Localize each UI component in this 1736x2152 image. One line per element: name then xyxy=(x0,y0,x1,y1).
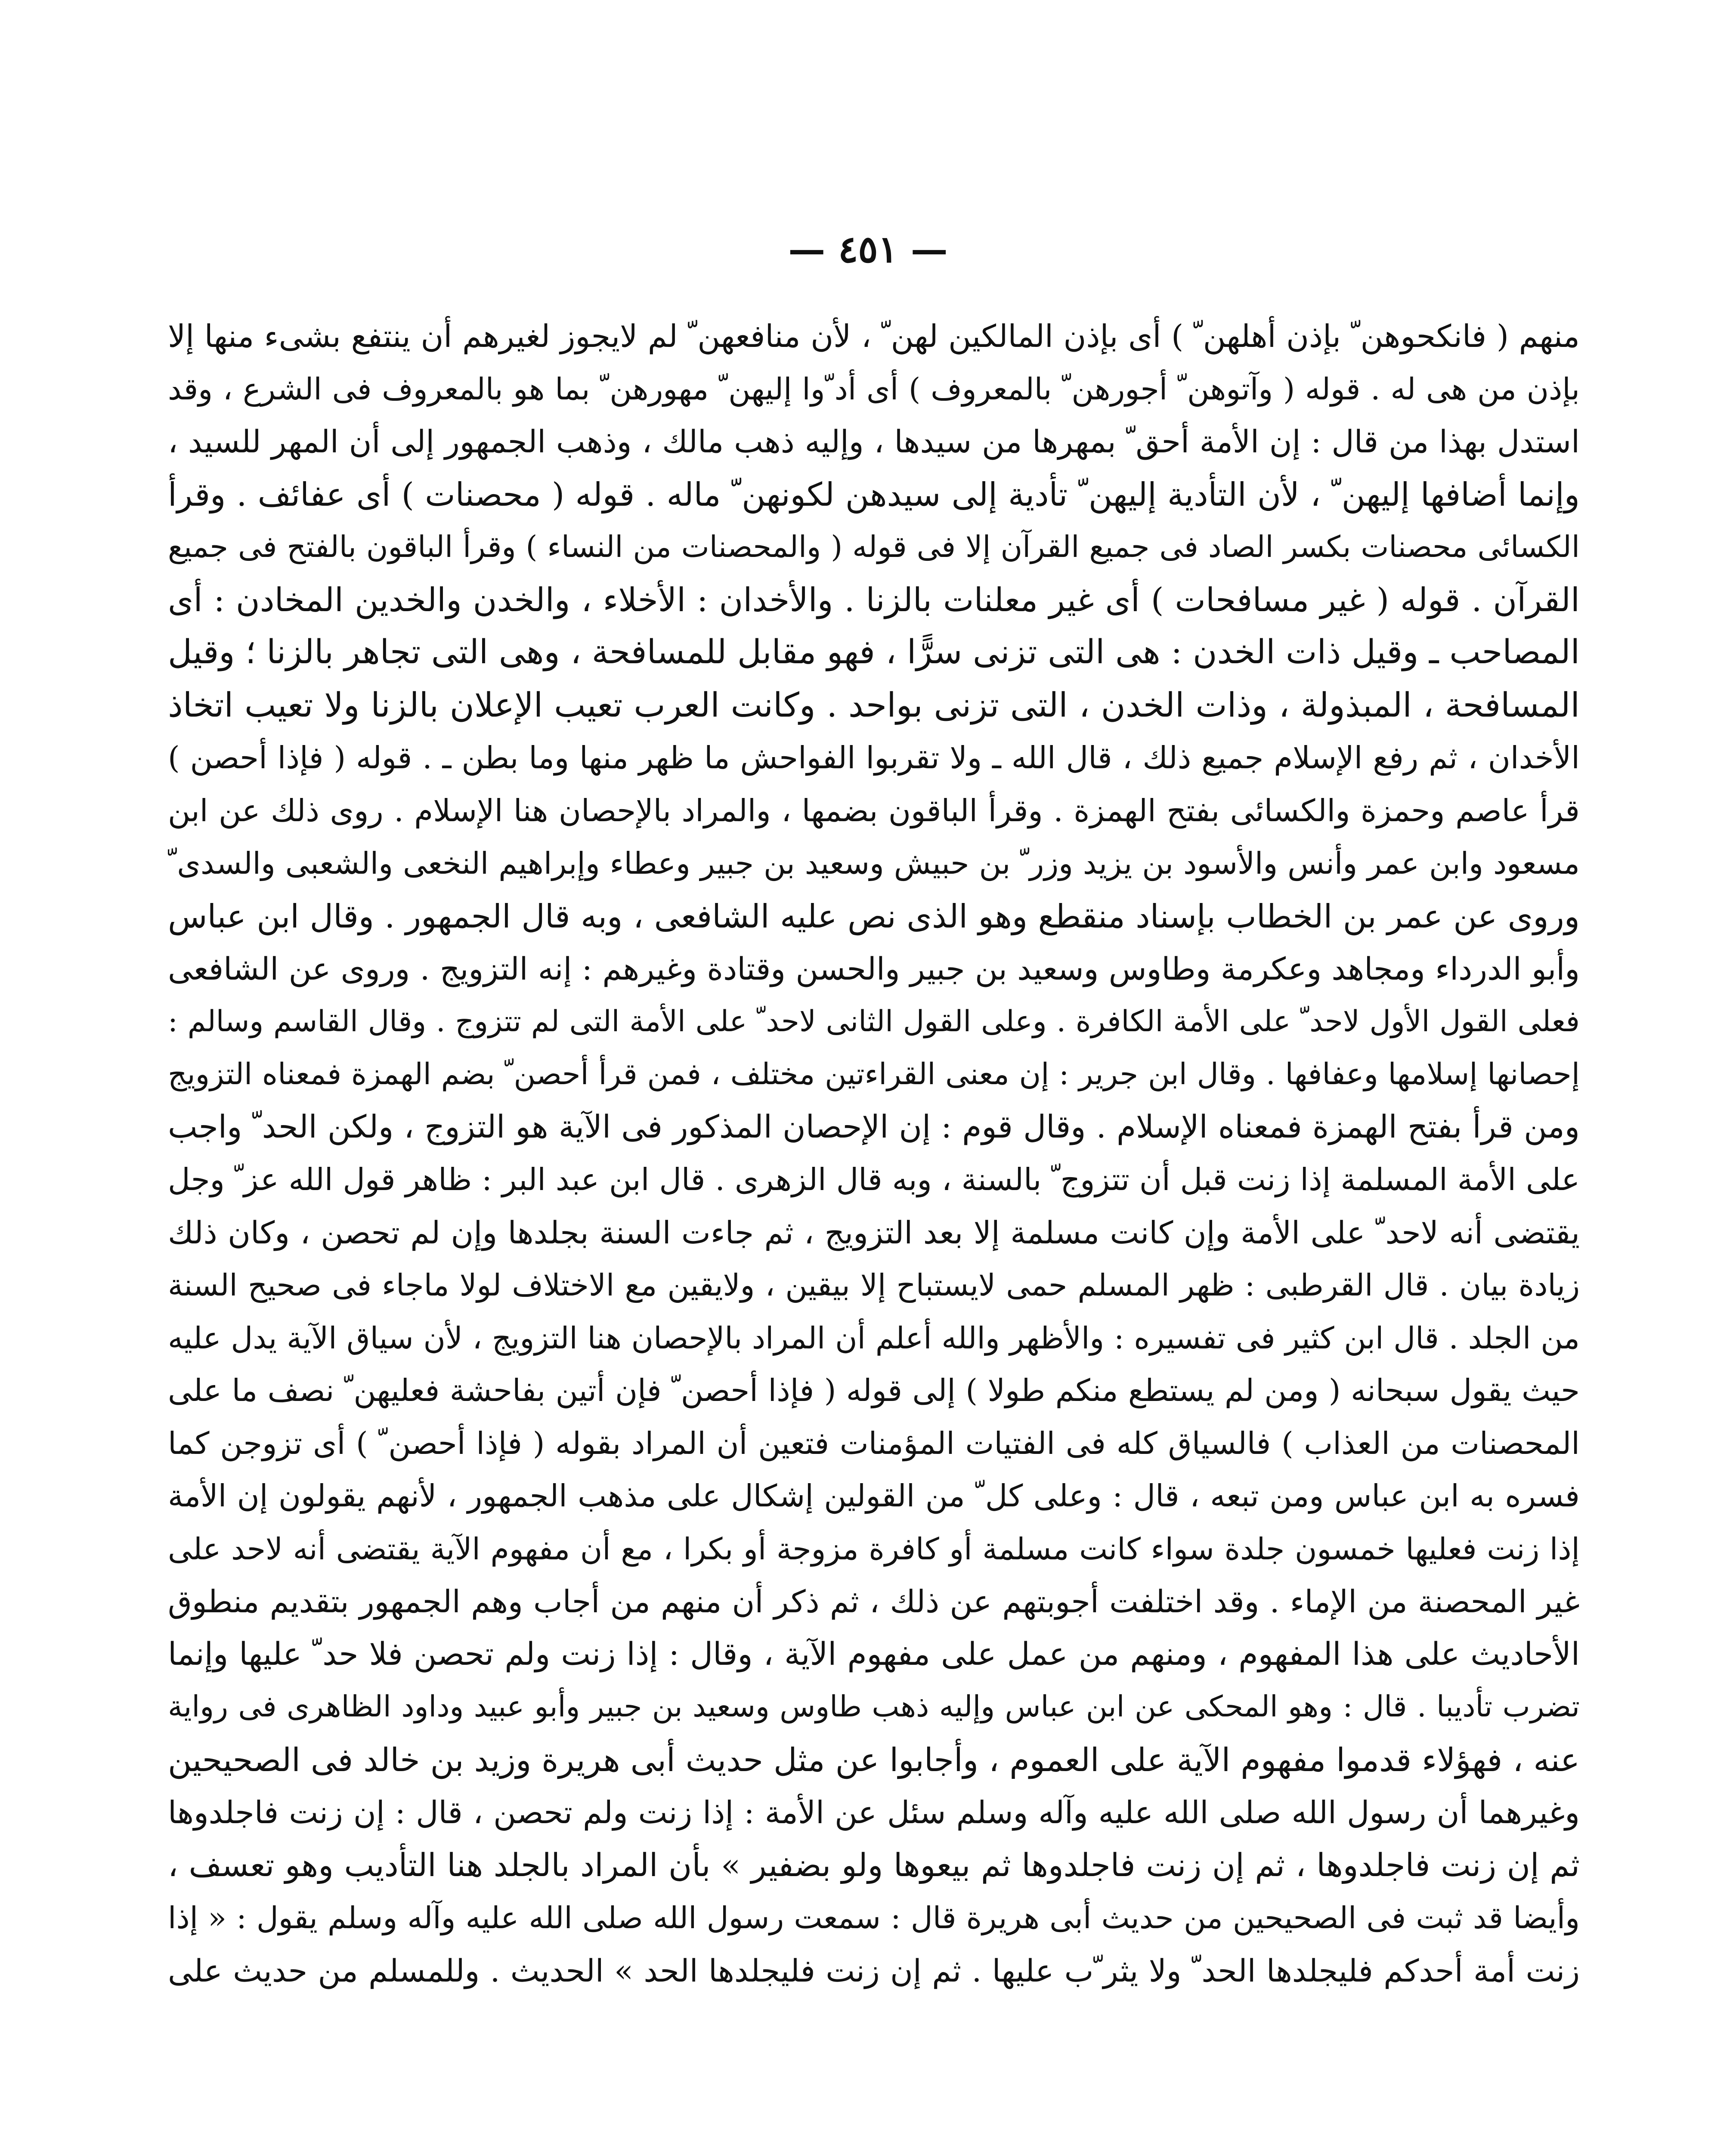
text-line: منهم ( فانكحوهن ّ بإذن أهلهن ّ ) أى بإذن المالكين لهن ّ ، لأن منافعهن ّ لم لايجوز لغيرهم أن ينتفع بشىء منها إلا xyxy=(168,318,1580,354)
text-line: زيادة بيان . قال القرطبى : ظهر المسلم حمى لايستباح إلا بيقين ، ولايقين مع الاختلاف لولا ماجاء فى صحيح السنة xyxy=(168,1268,1580,1303)
body-text xyxy=(168,310,1580,1997)
text-line: القرآن . قوله ( غير مسافحات ) أى غير معلنات بالزنا . والأخدان : الأخلاء ، والخدن والخدين المخادن : أى xyxy=(168,580,1580,619)
text-line: إذا زنت فعليها خمسون جلدة سواء كانت مسلمة أو كافرة مزوجة أو بكرا ، مع أن مفهوم الآية يقتضى أنه لاحد على xyxy=(168,1531,1580,1567)
text-line: وغيرهما أن رسول الله صلى الله عليه وآله وسلم سئل عن الأمة : إذا زنت ولم تحصن ، قال : إن زنت فاجلدوها xyxy=(168,1794,1580,1830)
text-line: الأخدان ، ثم رفع الإسلام جميع ذلك ، قال الله ـ ولا تقربوا الفواحش ما ظهر منها وما بطن ـ . قوله ( فإذا أحصن ) xyxy=(168,740,1580,776)
text-line: من الجلد . قال ابن كثير فى تفسيره : والأظهر والله أعلم أن المراد بالإحصان هنا التزويج ، لأن سياق الآية يدل عليه xyxy=(168,1320,1580,1356)
text-line: المصاحب ـ وقيل ذات الخدن : هى التى تزنى سرًّا ، فهو مقابل للمسافحة ، وهى التى تجاهر بالزنا ؛ وقيل xyxy=(168,633,1580,671)
text-line: ومن قرأ بفتح الهمزة فمعناه الإسلام . وقال قوم : إن الإحصان المذكور فى الآية هو التزوج ، ولكن الحد ّ واجب xyxy=(168,1108,1580,1145)
text-line: المحصنات من العذاب ) فالسياق كله فى الفتيات المؤمنات فتعين أن المراد بقوله ( فإذا أحصن ّ ) أى تزوجن كما xyxy=(168,1425,1580,1461)
text-line: مسعود وابن عمر وأنس والأسود بن يزيد وزر ّ بن حبيش وسعيد بن جبير وعطاء وإبراهيم النخعى والشعبى والسدى ّ xyxy=(168,846,1580,881)
text-line: استدل بهذا من قال : إن الأمة أحق ّ بمهرها من سيدها ، وإليه ذهب مالك ، وذهب الجمهور إلى أن المهر للسيد ، xyxy=(168,424,1580,460)
text-line: غير المحصنة من الإماء . وقد اختلفت أجوبتهم عن ذلك ، ثم ذكر أن منهم من أجاب وهم الجمهور بتقديم منطوق xyxy=(168,1583,1580,1620)
text-line: وأيضا قد ثبت فى الصحيحين من حديث أبى هريرة قال : سمعت رسول الله صلى الله عليه وآله وسلم يقول : « إذا xyxy=(168,1900,1580,1936)
text-line: الكسائى محصنات بكسر الصاد فى جميع القرآن إلا فى قوله ( والمحصنات من النساء ) وقرأ الباقون بالفتح فى جميع xyxy=(168,530,1580,564)
text-line: عنه ، فهؤلاء قدموا مفهوم الآية على العموم ، وأجابوا عن مثل حديث أبى هريرة وزيد بن خالد فى الصحيحين xyxy=(168,1741,1580,1779)
text-line: ثم إن زنت فاجلدوها ، ثم إن زنت فاجلدوها ثم بيعوها ولو بضفير » بأن المراد بالجلد هنا التأديب وهو تعسف ، xyxy=(168,1846,1580,1884)
text-line: قرأ عاصم وحمزة والكسائى بفتح الهمزة . وقرأ الباقون بضمها ، والمراد بالإحصان هنا الإسلام . روى ذلك عن ابن xyxy=(168,792,1580,829)
page-number: — ٤٥١ — xyxy=(788,228,948,271)
text-line: وأبو الدرداء ومجاهد وعكرمة وطاوس وسعيد بن جبير والحسن وقتادة وغيرهم : إنه التزويج . وروى عن الشافعى xyxy=(168,951,1580,987)
text-line: حيث يقول سبحانه ( ومن لم يستطع منكم طولا ) إلى قوله ( فإذا أحصن ّ فإن أتين بفاحشة فعليهن ّ نصف ما على xyxy=(168,1373,1580,1408)
text-line: وإنما أضافها إليهن ّ ، لأن التأدية إليهن ّ تأدية إلى سيدهن لكونهن ّ ماله . قوله ( محصنات ) أى عفائف . وقرأ xyxy=(168,475,1580,513)
text-line: تضرب تأديبا . قال : وهو المحكى عن ابن عباس وإليه ذهب طاوس وسعيد بن جبير وأبو عبيد وداود الظاهرى فى رواية xyxy=(168,1690,1580,1724)
text-line: الأحاديث على هذا المفهوم ، ومنهم من عمل على مفهوم الآية ، وقال : إذا زنت ولم تحصن فلا حد ّ عليها وإنما xyxy=(168,1636,1580,1673)
text-line: إحصانها إسلامها وعفافها . وقال ابن جرير : إن معنى القراءتين مختلف ، فمن قرأ أحصن ّ بضم الهمزة فمعناه التزويج xyxy=(168,1057,1580,1091)
text-line: المسافحة ، المبذولة ، وذات الخدن ، التى تزنى بواحد . وكانت العرب تعيب الإعلان بالزنا ولا تعيب اتخاذ xyxy=(168,686,1580,725)
text-line: يقتضى أنه لاحد ّ على الأمة وإن كانت مسلمة إلا بعد التزويج ، ثم جاءت السنة بجلدها وإن لم تحصن ، وكان ذلك xyxy=(168,1214,1580,1251)
text-line: زنت أمة أحدكم فليجلدها الحد ّ ولا يثر ّب عليها . ثم إن زنت فليجلدها الحد » الحديث . وللمسلم من حديث على xyxy=(168,1952,1580,1989)
text-line: على الأمة المسلمة إذا زنت قبل أن تتزوج ّ بالسنة ، وبه قال الزهرى . قال ابن عبد البر : ظاهر قول الله عز ّ وجل xyxy=(168,1162,1580,1197)
text-line: بإذن من هى له . قوله ( وآتوهن ّ أجورهن ّ بالمعروف ) أى أد ّوا إليهن ّ مهورهن ّ بما هو بالمعروف فى الشرع ، وقد xyxy=(168,371,1580,407)
text-line: وروى عن عمر بن الخطاب بإسناد منقطع وهو الذى نص عليه الشافعى ، وبه قال الجمهور . وقال ابن عباس xyxy=(168,897,1580,935)
text-line: فعلى القول الأول لاحد ّ على الأمة الكافرة . وعلى القول الثانى لاحد ّ على الأمة التى لم تتزوج . وقال القاسم وسالم : xyxy=(168,1004,1580,1039)
text-line: فسره به ابن عباس ومن تبعه ، قال : وعلى كل ّ من القولين إشكال على مذهب الجمهور ، لأنهم يقولون إن الأمة xyxy=(168,1478,1580,1514)
